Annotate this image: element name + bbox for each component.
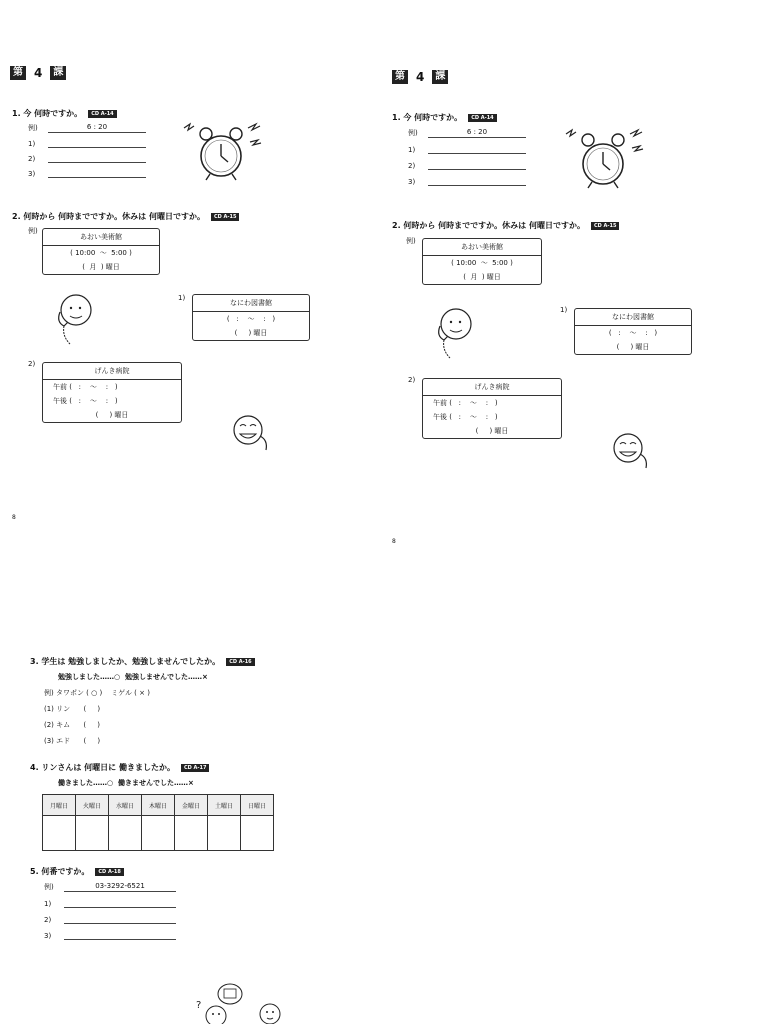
q1-title-text: 1. 今 何時ですか。 [392, 113, 463, 122]
alarm-clock-icon [560, 124, 650, 192]
answer-line[interactable] [48, 138, 146, 148]
q1-item-label: 2) [28, 155, 36, 163]
answer-line[interactable] [48, 168, 146, 178]
library-box [574, 308, 692, 355]
q1-item-label: 3) [408, 178, 416, 186]
answer-cell[interactable] [241, 816, 274, 851]
q5-title [30, 866, 124, 877]
answer-cell[interactable] [109, 816, 142, 851]
chapter-symbol: 第 [392, 70, 408, 84]
library-name: なにわ図書館 [575, 309, 691, 326]
person-on-phone-icon [432, 304, 482, 362]
q4-title-text: 4. リンさんは 何曜日に 働きましたか。 [30, 763, 175, 772]
museum-closed: ( 月 ) 曜日 [463, 273, 501, 281]
q5-example [44, 882, 176, 892]
q1-title-right [392, 112, 497, 123]
answer-line[interactable] [64, 914, 176, 924]
chapter-number: 4 [416, 70, 425, 84]
answer-line[interactable] [48, 153, 146, 163]
answer-cell[interactable] [142, 816, 175, 851]
chapter-suffix: 課 [50, 66, 66, 80]
library-box [192, 294, 310, 341]
museum-box [42, 228, 160, 275]
answer-cell[interactable] [76, 816, 109, 851]
q1-item-3 [28, 168, 146, 178]
answer-cell[interactable] [175, 816, 208, 851]
weekday-header: 金曜日 [175, 795, 208, 816]
q2-title-text: 2. 何時から 何時までですか。休みは 何曜日ですか。 [392, 221, 585, 230]
answer-line[interactable] [428, 160, 526, 170]
q3-title [30, 656, 255, 667]
q5-title-text: 5. 何番ですか。 [30, 867, 90, 876]
weekday-header-row [43, 795, 274, 816]
cd-badge: CD A-14 [468, 114, 496, 122]
q1-example [28, 123, 146, 133]
weekday-header: 水曜日 [109, 795, 142, 816]
person-on-phone-icon [52, 290, 102, 348]
hospital-name: げんき病院 [423, 379, 561, 396]
chapter-heading-right [392, 70, 448, 84]
weekday-header: 月曜日 [43, 795, 76, 816]
q1-example-right [408, 128, 526, 138]
q2-example-label: 例) [406, 237, 416, 245]
q4-legend: 働きました……○ 働きませんでした……× [58, 779, 194, 787]
page-number-left: 8 [12, 514, 16, 521]
weekday-header: 土曜日 [208, 795, 241, 816]
museum-closed: ( 月 ) 曜日 [82, 263, 120, 271]
chapter-heading-left [10, 66, 66, 80]
q1-item-3-right [408, 176, 526, 186]
cd-badge: CD A-14 [88, 110, 116, 118]
chapter-symbol: 第 [10, 66, 26, 80]
cd-badge: CD A-16 [226, 658, 254, 666]
q2-library-label: 1) [560, 306, 568, 314]
q3-legend: 勉強しました……○ 勉強しませんでした……× [58, 673, 208, 681]
alarm-clock-icon [178, 118, 268, 184]
hospital-am[interactable]: 午前 ( : 〜 : ) [433, 399, 498, 407]
q1-item-1-right [408, 144, 526, 154]
weekday-answer-row [43, 816, 274, 851]
q3-example: 例) タワポン ( ○ ) ミゲル ( × ) [44, 689, 150, 697]
q1-example-value: 6 : 20 [428, 128, 526, 138]
page-number-right: 8 [392, 538, 396, 545]
weekday-header: 火曜日 [76, 795, 109, 816]
q1-item-label: 1) [28, 140, 36, 148]
q1-title [12, 108, 117, 119]
q1-item-label: 1) [408, 146, 416, 154]
cd-badge: CD A-17 [181, 764, 209, 772]
museum-hours: ( 10:00 〜 5:00 ) [70, 249, 132, 257]
museum-name: あおい美術館 [423, 239, 541, 256]
svg-text:?: ? [196, 1000, 202, 1011]
q2-title [12, 211, 239, 222]
library-closed[interactable]: ( ) 曜日 [616, 343, 650, 351]
library-hours[interactable]: ( : 〜 : ) [608, 329, 658, 337]
q5-example-label: 例) [44, 883, 54, 891]
q1-title-text: 1. 今 何時ですか。 [12, 109, 83, 118]
q3-title-text: 3. 学生は 勉強しましたか、勉強しませんでしたか。 [30, 657, 221, 666]
answer-cell[interactable] [208, 816, 241, 851]
q3-item-3[interactable]: (3) エド ( ) [44, 737, 101, 745]
library-closed[interactable]: ( ) 曜日 [234, 329, 268, 337]
q1-item-label: 3) [28, 170, 36, 178]
hospital-name: げんき病院 [43, 363, 181, 380]
hospital-pm[interactable]: 午後 ( : 〜 : ) [433, 413, 498, 421]
cd-badge: CD A-18 [95, 868, 123, 876]
q5-item-label: 3) [44, 932, 52, 940]
chapter-number: 4 [34, 66, 43, 80]
q1-example-label: 例) [408, 129, 418, 137]
q2-hospital-label: 2) [408, 376, 416, 384]
hospital-closed[interactable]: ( ) 曜日 [475, 427, 509, 435]
q1-example-label: 例) [28, 124, 38, 132]
q5-item-label: 2) [44, 916, 52, 924]
answer-line[interactable] [428, 144, 526, 154]
q5-item-3 [44, 930, 176, 940]
cd-badge: CD A-15 [591, 222, 619, 230]
person-laughing-icon [606, 426, 656, 476]
q1-item-2 [28, 153, 146, 163]
weekday-header: 木曜日 [142, 795, 175, 816]
q4-title [30, 762, 209, 773]
q1-item-label: 2) [408, 162, 416, 170]
answer-cell[interactable] [43, 816, 76, 851]
q5-item-2 [44, 914, 176, 924]
q2-title-right [392, 220, 619, 231]
q5-item-label: 1) [44, 900, 52, 908]
museum-name: あおい美術館 [43, 229, 159, 246]
q1-example-value: 6 : 20 [48, 123, 146, 133]
q3-item-2[interactable]: (2) キム ( ) [44, 721, 101, 729]
people-thinking-icon [192, 980, 292, 1024]
weekday-header: 日曜日 [241, 795, 274, 816]
q5-example-value: 03-3292-6521 [64, 882, 176, 892]
q2-example-label: 例) [28, 227, 38, 235]
weekday-table [42, 794, 274, 851]
q2-hospital-label: 2) [28, 360, 36, 368]
answer-line[interactable] [64, 898, 176, 908]
cd-badge: CD A-15 [211, 213, 239, 221]
hospital-box [422, 378, 562, 439]
q5-item-1 [44, 898, 176, 908]
hospital-am[interactable]: 午前 ( : 〜 : ) [53, 383, 118, 391]
person-laughing-icon [226, 408, 276, 458]
answer-line[interactable] [428, 176, 526, 186]
chapter-suffix: 課 [432, 70, 448, 84]
museum-hours: ( 10:00 〜 5:00 ) [451, 259, 513, 267]
library-hours[interactable]: ( : 〜 : ) [226, 315, 276, 323]
q2-library-label: 1) [178, 294, 186, 302]
hospital-pm[interactable]: 午後 ( : 〜 : ) [53, 397, 118, 405]
q2-title-text: 2. 何時から 何時までですか。休みは 何曜日ですか。 [12, 212, 205, 221]
answer-line[interactable] [64, 930, 176, 940]
hospital-closed[interactable]: ( ) 曜日 [95, 411, 129, 419]
library-name: なにわ図書館 [193, 295, 309, 312]
museum-box [422, 238, 542, 285]
hospital-box [42, 362, 182, 423]
q1-item-2-right [408, 160, 526, 170]
q3-item-1[interactable]: (1) リン ( ) [44, 705, 101, 713]
q1-item-1 [28, 138, 146, 148]
